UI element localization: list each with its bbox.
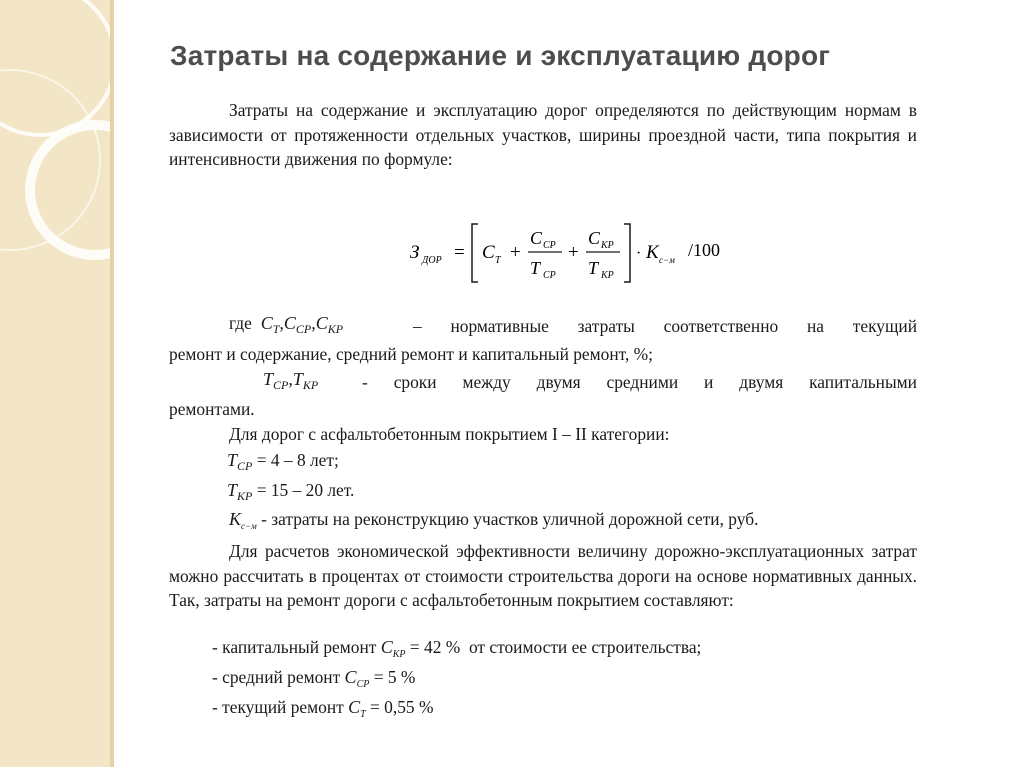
- terms-text-2: ремонтами.: [169, 399, 255, 419]
- intro-paragraph: Затраты на содержание и эксплуатацию дорог определяются по действующим нормам в зависимости от протяженности отдельных участков, ширины проездной части, типа покрытия и интенсивности движения по формуле:: [169, 100, 917, 169]
- where-text-1: – нормативные затраты соответственно на текущий: [413, 316, 917, 336]
- svg-text:С: С: [588, 228, 601, 248]
- current-line: - текущий ремонт $С_Т = 0,55$ %: [212, 697, 434, 720]
- svg-text:С: С: [530, 228, 543, 248]
- t-kp-line: $Т_{КР} = 15 - 20$ лет.: [227, 480, 355, 503]
- formula-lhs-sub: ДОР: [422, 255, 442, 266]
- svg-text:СР: СР: [543, 270, 556, 281]
- svg-text:с−м: с−м: [659, 255, 675, 265]
- svg-text:СР: СР: [543, 240, 556, 251]
- cost-formula: [400, 218, 760, 288]
- terms-text-1: - сроки между двумя средними и двумя капитальными: [362, 372, 917, 392]
- calc-paragraph: Для расчетов экономической эффективности величину дорожно-эксплуатационных затрат можно рассчитать в процентах от стоимости строительства дороги на основе нормативных данных. Так, затраты на ремонт дороги с асфальтобетонным покрытием составляют:: [169, 541, 917, 610]
- medium-line: - средний ремонт $С_{СР} = 5$ %: [212, 667, 416, 690]
- t-cp-line: $Т_{СР} = 4 - 8$ лет;: [227, 450, 339, 473]
- svg-text:·: ·: [636, 245, 642, 262]
- svg-text:К: К: [646, 242, 659, 263]
- decorative-side-strip: [0, 0, 112, 767]
- k-line: $К_{с-м}$ - затраты на реконструкцию участков уличной дорожной сети, руб.: [229, 509, 759, 531]
- asphalt-line: Для дорог с асфальтобетонным покрытием I – II категории:: [229, 424, 670, 444]
- page-title: Затраты на содержание и эксплуатацию дорог: [170, 40, 831, 71]
- svg-text:/100: /100: [688, 240, 721, 260]
- svg-text:+: +: [510, 242, 521, 263]
- capital-line: - капитальный ремонт $С_{КР} = 42$ % от стоимости ее строительства;: [212, 637, 702, 660]
- svg-text:КР: КР: [601, 240, 614, 251]
- svg-text:КР: КР: [601, 270, 614, 281]
- formula-ct: С: [482, 242, 495, 263]
- where-line: где $С_Т,С_{СР},С_{КР}$: [229, 313, 344, 336]
- where-text-2: ремонт и содержание, средний ремонт и капитальный ремонт, %;: [169, 344, 653, 364]
- svg-text:+: +: [568, 242, 579, 263]
- svg-text:=: =: [454, 242, 465, 263]
- terms-symbols: $Т_{СР},Т_{КР}$: [263, 369, 319, 392]
- svg-text:Т: Т: [530, 258, 541, 278]
- svg-text:Т: Т: [588, 258, 599, 278]
- decorative-circles: [0, 0, 112, 767]
- formula-lhs: З: [410, 242, 420, 263]
- strip-edge: [110, 0, 114, 767]
- svg-text:Т: Т: [495, 255, 501, 266]
